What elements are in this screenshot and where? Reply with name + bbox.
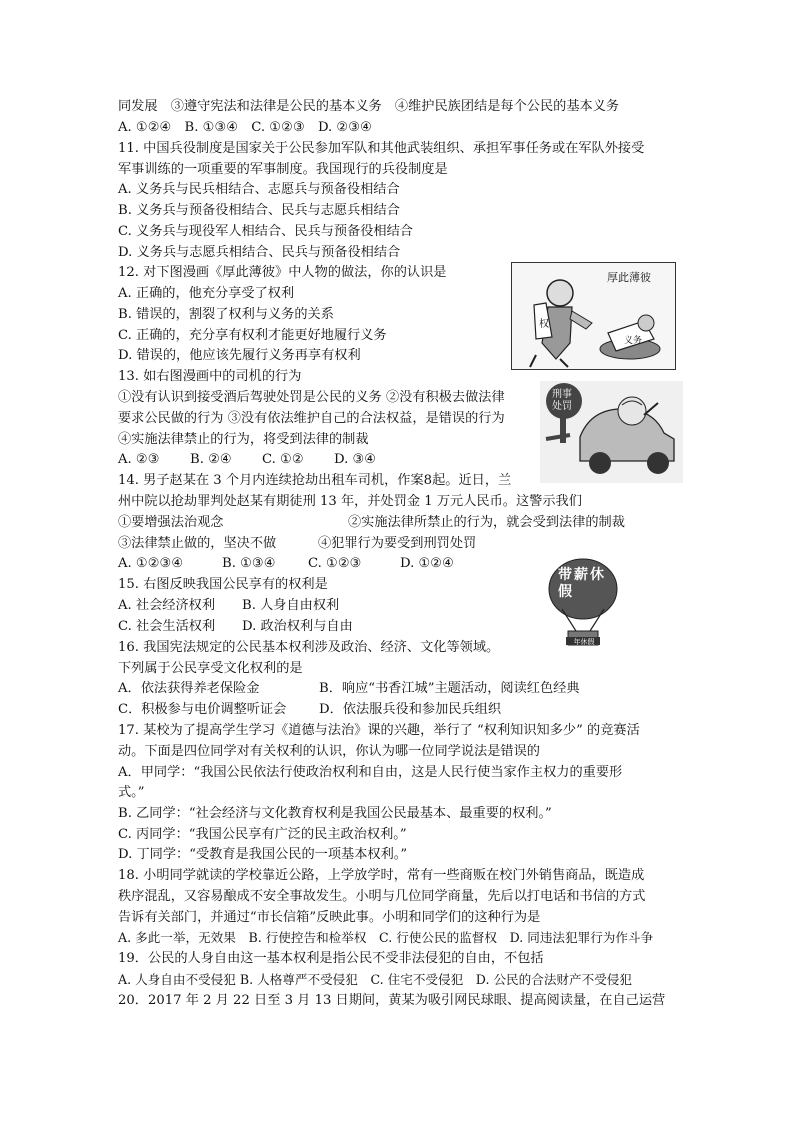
question-17-option-c: C. 丙同学：“我国公民享有广泛的民主政治权利。” [118,827,407,842]
question-18-stem: 18. 小明同学就读的学校靠近公路，上学放学时，常有一些商贩在校门外销售商品，既造成 [118,868,645,883]
option: D．依法服兵役和参加民兵组织 [319,702,502,717]
cartoon-label-right: 权 [539,319,549,330]
question-18-stem-cont: 秩序混乱，又容易酿成不安全事故发生。小明与几位同学商量，先后以打电话和书信的方式 [118,889,646,904]
question-16-options-row2 [118,700,501,721]
basket-label: 年休假 [573,638,595,646]
option: A. 社会经济权利 [118,598,216,613]
cartoon-paid-leave-balloon [548,557,618,649]
question-11-stem: 11. 中国兵役制度是国家关于公民参加军队和其他武装组织、承担军事任务或在军队外接受 [118,141,645,156]
question-14-stem-cont: 州中院以抢劫罪判处赵某有期徒刑 13 年，并处罚金 1 万元人民币。这警示我们 [118,494,582,509]
question-13-stem: 13. 如右图漫画中的司机的行为 [118,369,302,384]
question-12-option-b: B. 错误的，割裂了权利与义务的关系 [118,307,334,322]
question-13-statement-1: ①没有认识到接受酒后驾驶处罚是公民的义务 ②没有积极去做法律 [118,390,505,405]
question-15-options-row2 [118,617,518,638]
option: B. ①③④ [222,556,276,571]
question-15-options-row1 [118,596,518,617]
question-16-options-row1 [118,679,580,700]
question-17-stem-cont: 动。下面是四位同学对有关权利的认识，你认为哪一位同学说法是错误的 [118,744,540,759]
option: B. 人身自由权利 [242,598,340,613]
cartoon-label-duty: 义务 [624,336,643,346]
option: D. ③④ [334,452,377,467]
statement: ④犯罪行为要受到刑罚处罚 [318,536,477,551]
statement: ③法律禁止做的，坚决不做 [118,536,277,551]
option: C. 社会生活权利 [118,619,216,634]
question-11-option-c: C. 义务兵与现役军人相结合、民兵与预备役相结合 [118,224,413,239]
question-11-option-d: D. 义务兵与志愿兵相结合、民兵与预备役相结合 [118,245,401,260]
text-line: 同发展 ③遵守宪法和法律是公民的基本义务 ④维护民族团结是每个公民的基本义务 [118,99,620,114]
option: C. ①②③ [308,556,362,571]
option: A. ②③ [118,452,160,467]
option: A. ①②③④ [118,556,184,571]
question-19-stem: 19．公民的人身自由这一基本权利是指公民不受非法侵犯的自由，不包括 [118,951,544,966]
cartoon-drunk-driver [540,381,683,483]
question-18-options: A. 多此一举，无效果 B. 行使控告和检举权 C. 行使公民的监督权 D. 同违法犯罪行为作斗争 [118,930,654,945]
cartoon-favor-one-over-other [511,262,676,370]
question-15-stem: 15. 右图反映我国公民享有的权利是 [118,577,328,592]
question-17-option-a: A．甲同学：“我国公民依法行使政治权利和自由，这是人民行使当家作主权力的重要形 [118,765,623,780]
answer-options: A. ①②④ B. ①③④ C. ①②③ D. ②③④ [118,120,372,135]
question-11-option-b: B. 义务兵与预备役相结合、民兵与志愿兵相结合 [118,203,400,218]
question-18-stem-cont2: 告诉有关部门，并通过“市长信箱”反映此事。小明和同学们的这种行为是 [118,910,541,925]
option: D. 政治权利与自由 [242,619,353,634]
statement: ①要增强法治观念 [118,515,224,530]
option: C. ①② [262,452,304,467]
question-12-option-c: C. 正确的，充分享有权利才能更好地履行义务 [118,328,387,343]
option: B. ②④ [190,452,232,467]
question-14-options [118,554,490,575]
statement: ②实施法律所禁止的行为，就会受到法律的制裁 [348,515,625,530]
question-11-stem-cont: 军事训练的一项重要的军事制度。我国现行的兵役制度是 [118,162,448,177]
question-14-statements-row2 [118,534,476,555]
sign-label: 刑事处罚 [552,389,572,412]
question-16-stem-cont: 下列属于公民享受文化权利的是 [118,661,303,676]
option: A．依法获得养老保险金 [118,681,260,696]
question-13-statement-3: ④实施法律禁止的行为，将受到法律的制裁 [118,432,369,447]
question-12-option-d: D. 错误的，他应该先履行义务再享有权利 [118,348,361,363]
cartoon-title: 厚此薄彼 [607,271,651,284]
option: B．响应“书香江城”主题活动，阅读红色经典 [319,681,580,696]
question-17-option-a-cont: 式。” [118,785,145,800]
option: C．积极参与电价调整听证会 [118,702,287,717]
question-17-option-b: B. 乙同学：“社会经济与文化教育权利是我国公民最基本、最重要的权利。” [118,806,552,821]
question-13-statement-2: 要求公民做的行为 ③没有依法维护自己的合法权益，是错误的行为 [118,411,505,426]
question-12-stem: 12. 对下图漫画《厚此薄彼》中人物的做法，你的认识是 [118,265,447,280]
question-14-statements-row1 [118,513,625,534]
question-14-stem: 14. 男子赵某在 3 个月内连续抢劫出租车司机，作案8起。近日，兰 [118,473,512,488]
option: D. ①②④ [400,556,454,571]
question-17-option-d: D. 丁同学：“受教育是我国公民的一项基本权利。” [118,847,408,862]
question-17-stem: 17. 某校为了提高学生学习《道德与法治》课的兴趣，举行了 “权利知识知多少” 的竞赛活 [118,723,640,738]
question-16-stem: 16. 我国宪法规定的公民基本权利涉及政治、经济、文化等领域。 [118,640,500,655]
question-11-option-a: A. 义务兵与民兵相结合、志愿兵与预备役相结合 [118,182,400,197]
question-12-option-a: A. 正确的，他充分享受了权利 [118,286,295,301]
question-19-options: A. 人身自由不受侵犯 B. 人格尊严不受侵犯 C. 住宅不受侵犯 D. 公民的合法财产不受侵犯 [118,972,632,987]
question-20-stem: 20．2017 年 2 月 22 日至 3 月 13 日期间，黄某为吸引网民球眼、提高阅读量，在自己运营 [118,993,666,1008]
balloon-label: 带薪休假 [558,567,606,600]
question-13-options [118,450,406,471]
